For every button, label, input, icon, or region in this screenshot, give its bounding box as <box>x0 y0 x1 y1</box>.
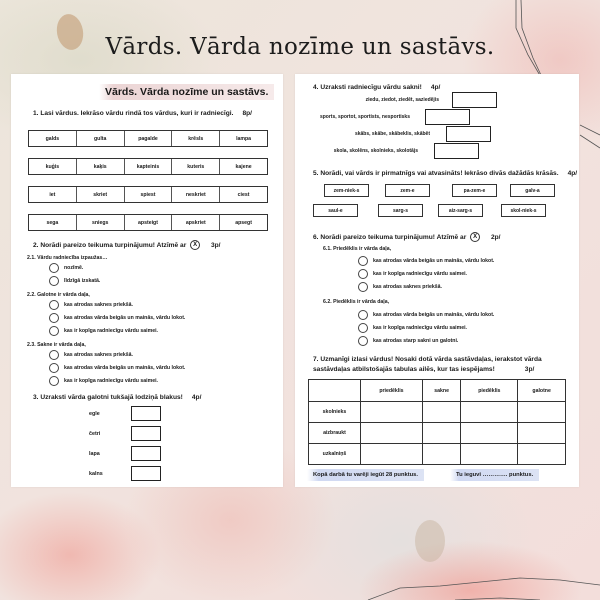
answer-cell[interactable] <box>461 423 518 444</box>
word-cell[interactable]: apsteigt <box>125 215 173 230</box>
morpheme-word-box[interactable]: sarg-s <box>378 204 423 217</box>
earned-points-note: Tu ieguvi …………. punktus. <box>450 469 539 481</box>
word-parts-table <box>308 379 566 465</box>
question-5 <box>313 170 577 177</box>
radio-circle[interactable] <box>49 276 59 286</box>
word-row-4 <box>28 214 268 231</box>
morpheme-word-box[interactable]: skol-niek-s <box>501 204 546 217</box>
question-points: 4p/ <box>191 394 202 401</box>
answer-cell[interactable] <box>361 423 423 444</box>
question-3 <box>33 394 201 401</box>
word-label: kalns <box>89 470 103 477</box>
root-input-box[interactable] <box>452 92 497 108</box>
morpheme-word-box[interactable]: zem-e <box>385 184 430 197</box>
option-text: kas ir kopīga radniecīgu vārdu saimei. <box>373 325 467 331</box>
morpheme-word-box[interactable]: aiz-sarg-s <box>438 204 483 217</box>
subquestion-label: 2.1. Vārdu radniecība izpaužas… <box>27 255 108 261</box>
option-text: kas atrodas starp sakni un galotni. <box>373 338 459 344</box>
radio-circle[interactable] <box>49 350 59 360</box>
question-text: 7. Uzmanīgi izlasi vārdus! Nosaki dotā vārda sastāvdaļas, ierakstot vārda <box>313 356 542 363</box>
subquestion-label: 2.3. Sakne ir vārda daļa, <box>27 342 86 348</box>
worksheet-page-left <box>11 74 283 487</box>
row-word: uzkalniņš <box>309 444 361 465</box>
question-points: 4p/ <box>430 84 441 91</box>
radio-circle[interactable] <box>49 376 59 386</box>
page-headline: Vārds. Vārda nozīme un sastāvs. <box>105 34 495 60</box>
word-cell[interactable]: kapteinis <box>125 159 173 174</box>
answer-option[interactable] <box>49 313 185 323</box>
worksheet-page-right <box>295 74 579 487</box>
table-row <box>309 402 566 423</box>
radio-circle[interactable] <box>358 269 368 279</box>
word-cell[interactable]: sniegs <box>77 215 125 230</box>
total-points-note: Kopā darbā tu varēji iegūt 28 punktus. <box>307 469 424 481</box>
word-cell[interactable]: skriet <box>77 187 125 202</box>
row-word: aizbraukt <box>309 423 361 444</box>
word-cell[interactable]: kajene <box>235 163 252 170</box>
word-cell[interactable]: krēsls <box>172 131 220 146</box>
question-1 <box>33 110 252 117</box>
subquestion-label: 2.2. Galotne ir vārda daļa, <box>27 292 90 298</box>
question-text: 3. Uzraksti vārda galotni tukšajā lodziņā blakus! <box>33 394 183 401</box>
table-header-cell <box>309 380 361 402</box>
morpheme-word-box[interactable]: pa-zem-e <box>452 184 497 197</box>
question-points: 8p/ <box>242 110 252 117</box>
root-group-row <box>334 148 418 154</box>
answer-option[interactable] <box>358 323 467 333</box>
word-cell[interactable]: galds <box>29 131 77 146</box>
table-header-cell: sakne <box>422 380 461 402</box>
row-word: skolnieks <box>309 402 361 423</box>
answer-option[interactable] <box>49 363 185 373</box>
answer-option[interactable] <box>358 310 494 320</box>
ending-input-box[interactable] <box>131 426 161 441</box>
answer-cell[interactable] <box>361 402 423 423</box>
root-input-box[interactable] <box>446 126 491 142</box>
option-text: kas ir kopīga radniecīgu vārdu saimei. <box>373 271 467 277</box>
word-group: sports, sportot, sportists, nesportisks <box>319 114 410 120</box>
word-cell[interactable]: iet <box>29 187 77 202</box>
option-text: kas ir kopīga radniecīgu vārdu saimei. <box>64 378 158 384</box>
word-row-3 <box>28 186 268 203</box>
question-2 <box>33 240 221 250</box>
answer-cell[interactable] <box>361 444 423 465</box>
radio-circle[interactable] <box>358 310 368 320</box>
question-text: sastāvdaļas atbilstošajās tabulas ailēs, kur tas iespējams! <box>313 366 495 373</box>
answer-option[interactable] <box>49 350 133 360</box>
subquestion-label: 6.2. Piedēklis ir vārda daļa, <box>323 299 390 305</box>
question-points: 3p/ <box>524 366 535 373</box>
option-text: nozīmē. <box>64 265 84 271</box>
radio-circle[interactable] <box>49 263 59 273</box>
table-header-cell: priedēklis <box>361 380 423 402</box>
question-points: 4p/ <box>567 170 578 177</box>
word-cell[interactable]: spiest <box>125 187 173 202</box>
word-group: skābs, skābe, skābeklis, skābēt <box>354 131 430 137</box>
word-cell[interactable]: apsegt <box>235 219 252 226</box>
radio-circle[interactable] <box>49 363 59 373</box>
question-6 <box>313 232 501 242</box>
ending-row <box>89 466 161 481</box>
radio-circle[interactable] <box>358 323 368 333</box>
question-text: 2. Norādi pareizo teikuma turpinājumu! Atzīmē ar <box>33 241 187 249</box>
word-label: četri <box>89 430 101 437</box>
ending-row <box>89 426 161 441</box>
answer-option[interactable] <box>49 300 133 310</box>
answer-option[interactable] <box>358 269 467 279</box>
answer-cell[interactable] <box>518 423 566 444</box>
question-points: 3p/ <box>210 241 221 249</box>
subquestion-label: 6.1. Priedēklis ir vārda daļa, <box>323 246 392 252</box>
ending-input-box[interactable] <box>131 446 161 461</box>
word-cell[interactable]: neskriet <box>172 187 220 202</box>
watercolor-blob <box>415 520 445 562</box>
answer-option[interactable] <box>358 336 458 346</box>
word-cell[interactable]: kuteris <box>172 159 220 174</box>
root-group-row <box>320 114 410 120</box>
word-row-2 <box>28 158 268 175</box>
question-7-line2 <box>313 366 534 373</box>
table-header-cell: galotne <box>518 380 566 402</box>
word-cell[interactable]: ciest <box>237 191 250 198</box>
option-text: kas atrodas saknes priekšā. <box>373 284 442 290</box>
word-label: lapa <box>89 450 100 457</box>
option-text: kas atrodas vārda beigās un mainās, vārdu lokot. <box>64 365 186 371</box>
question-points: 2p/ <box>490 233 501 241</box>
answer-option[interactable] <box>49 326 158 336</box>
answer-option[interactable] <box>49 276 100 286</box>
ending-input-box[interactable] <box>131 466 161 481</box>
word-cell[interactable]: lampa <box>236 135 252 142</box>
ending-input-box[interactable] <box>131 406 161 421</box>
word-cell[interactable]: kaķis <box>77 159 125 174</box>
question-7 <box>313 356 542 363</box>
question-text: 5. Norādi, vai vārds ir pirmatnīgs vai atvasināts! Iekrāso divās dažādās krāsās. <box>313 170 559 177</box>
table-header-row <box>309 380 566 402</box>
x-mark-icon: X <box>470 232 480 242</box>
morpheme-word-box[interactable]: saul-e <box>313 204 358 217</box>
word-row-1 <box>28 130 268 147</box>
answer-option[interactable] <box>358 282 442 292</box>
answer-cell[interactable] <box>422 444 461 465</box>
morpheme-word-box[interactable]: zem-niek-s <box>324 184 369 197</box>
answer-option[interactable] <box>49 263 83 273</box>
word-cell[interactable]: gulta <box>77 131 125 146</box>
word-cell[interactable]: sega <box>29 215 77 230</box>
answer-option[interactable] <box>49 376 158 386</box>
option-text: kas atrodas vārda beigās un mainās, vārdu lokot. <box>373 312 495 318</box>
word-group: ziedu, ziedot, ziedēt, saziedējis <box>365 97 439 103</box>
option-text: kas atrodas vārda beigās un mainās, vārdu lokot. <box>64 315 186 321</box>
worksheet-title: Vārds. Vārda nozīme un sastāvs. <box>99 84 274 100</box>
radio-circle[interactable] <box>49 313 59 323</box>
answer-cell[interactable] <box>422 423 461 444</box>
option-text: kas atrodas vārda beigās un mainās, vārdu lokot. <box>373 258 495 264</box>
root-group-row <box>366 97 439 103</box>
answer-cell[interactable] <box>518 444 566 465</box>
answer-option[interactable] <box>358 256 494 266</box>
radio-circle[interactable] <box>358 256 368 266</box>
ending-row <box>89 446 161 461</box>
radio-circle[interactable] <box>49 300 59 310</box>
table-row <box>309 444 566 465</box>
radio-circle[interactable] <box>358 336 368 346</box>
morpheme-word-box[interactable]: galv-a <box>510 184 555 197</box>
question-text: 1. Lasi vārdus. Iekrāso vārdu rindā tos vārdus, kuri ir radniecīgi. <box>33 110 234 117</box>
root-input-box[interactable] <box>425 109 470 125</box>
option-text: kas atrodas saknes priekšā. <box>64 352 133 358</box>
answer-cell[interactable] <box>461 444 518 465</box>
x-mark-icon: X <box>190 240 200 250</box>
root-input-box[interactable] <box>434 143 479 159</box>
option-text: līdzīgā izskatā. <box>64 278 101 284</box>
question-4 <box>313 84 440 91</box>
answer-cell[interactable] <box>518 402 566 423</box>
table-row <box>309 423 566 444</box>
table-header-cell: piedēklis <box>461 380 518 402</box>
word-cell[interactable]: pagalde <box>125 131 173 146</box>
radio-circle[interactable] <box>49 326 59 336</box>
question-text: 6. Norādi pareizo teikuma turpinājumu! Atzīmē ar <box>313 233 467 241</box>
word-cell[interactable]: apskriet <box>172 215 220 230</box>
answer-cell[interactable] <box>422 402 461 423</box>
ending-row <box>89 406 161 421</box>
option-text: kas atrodas saknes priekšā. <box>64 302 133 308</box>
word-label: egle <box>89 410 100 417</box>
radio-circle[interactable] <box>358 282 368 292</box>
word-cell[interactable]: kuģis <box>29 159 77 174</box>
option-text: kas ir kopīga radniecīgu vārdu saimei. <box>64 328 158 334</box>
answer-cell[interactable] <box>461 402 518 423</box>
question-text: 4. Uzraksti radniecīgu vārdu sakni! <box>313 84 422 91</box>
word-group: skola, skolēns, skolnieks, skolotājs <box>333 148 418 154</box>
root-group-row <box>355 131 430 137</box>
